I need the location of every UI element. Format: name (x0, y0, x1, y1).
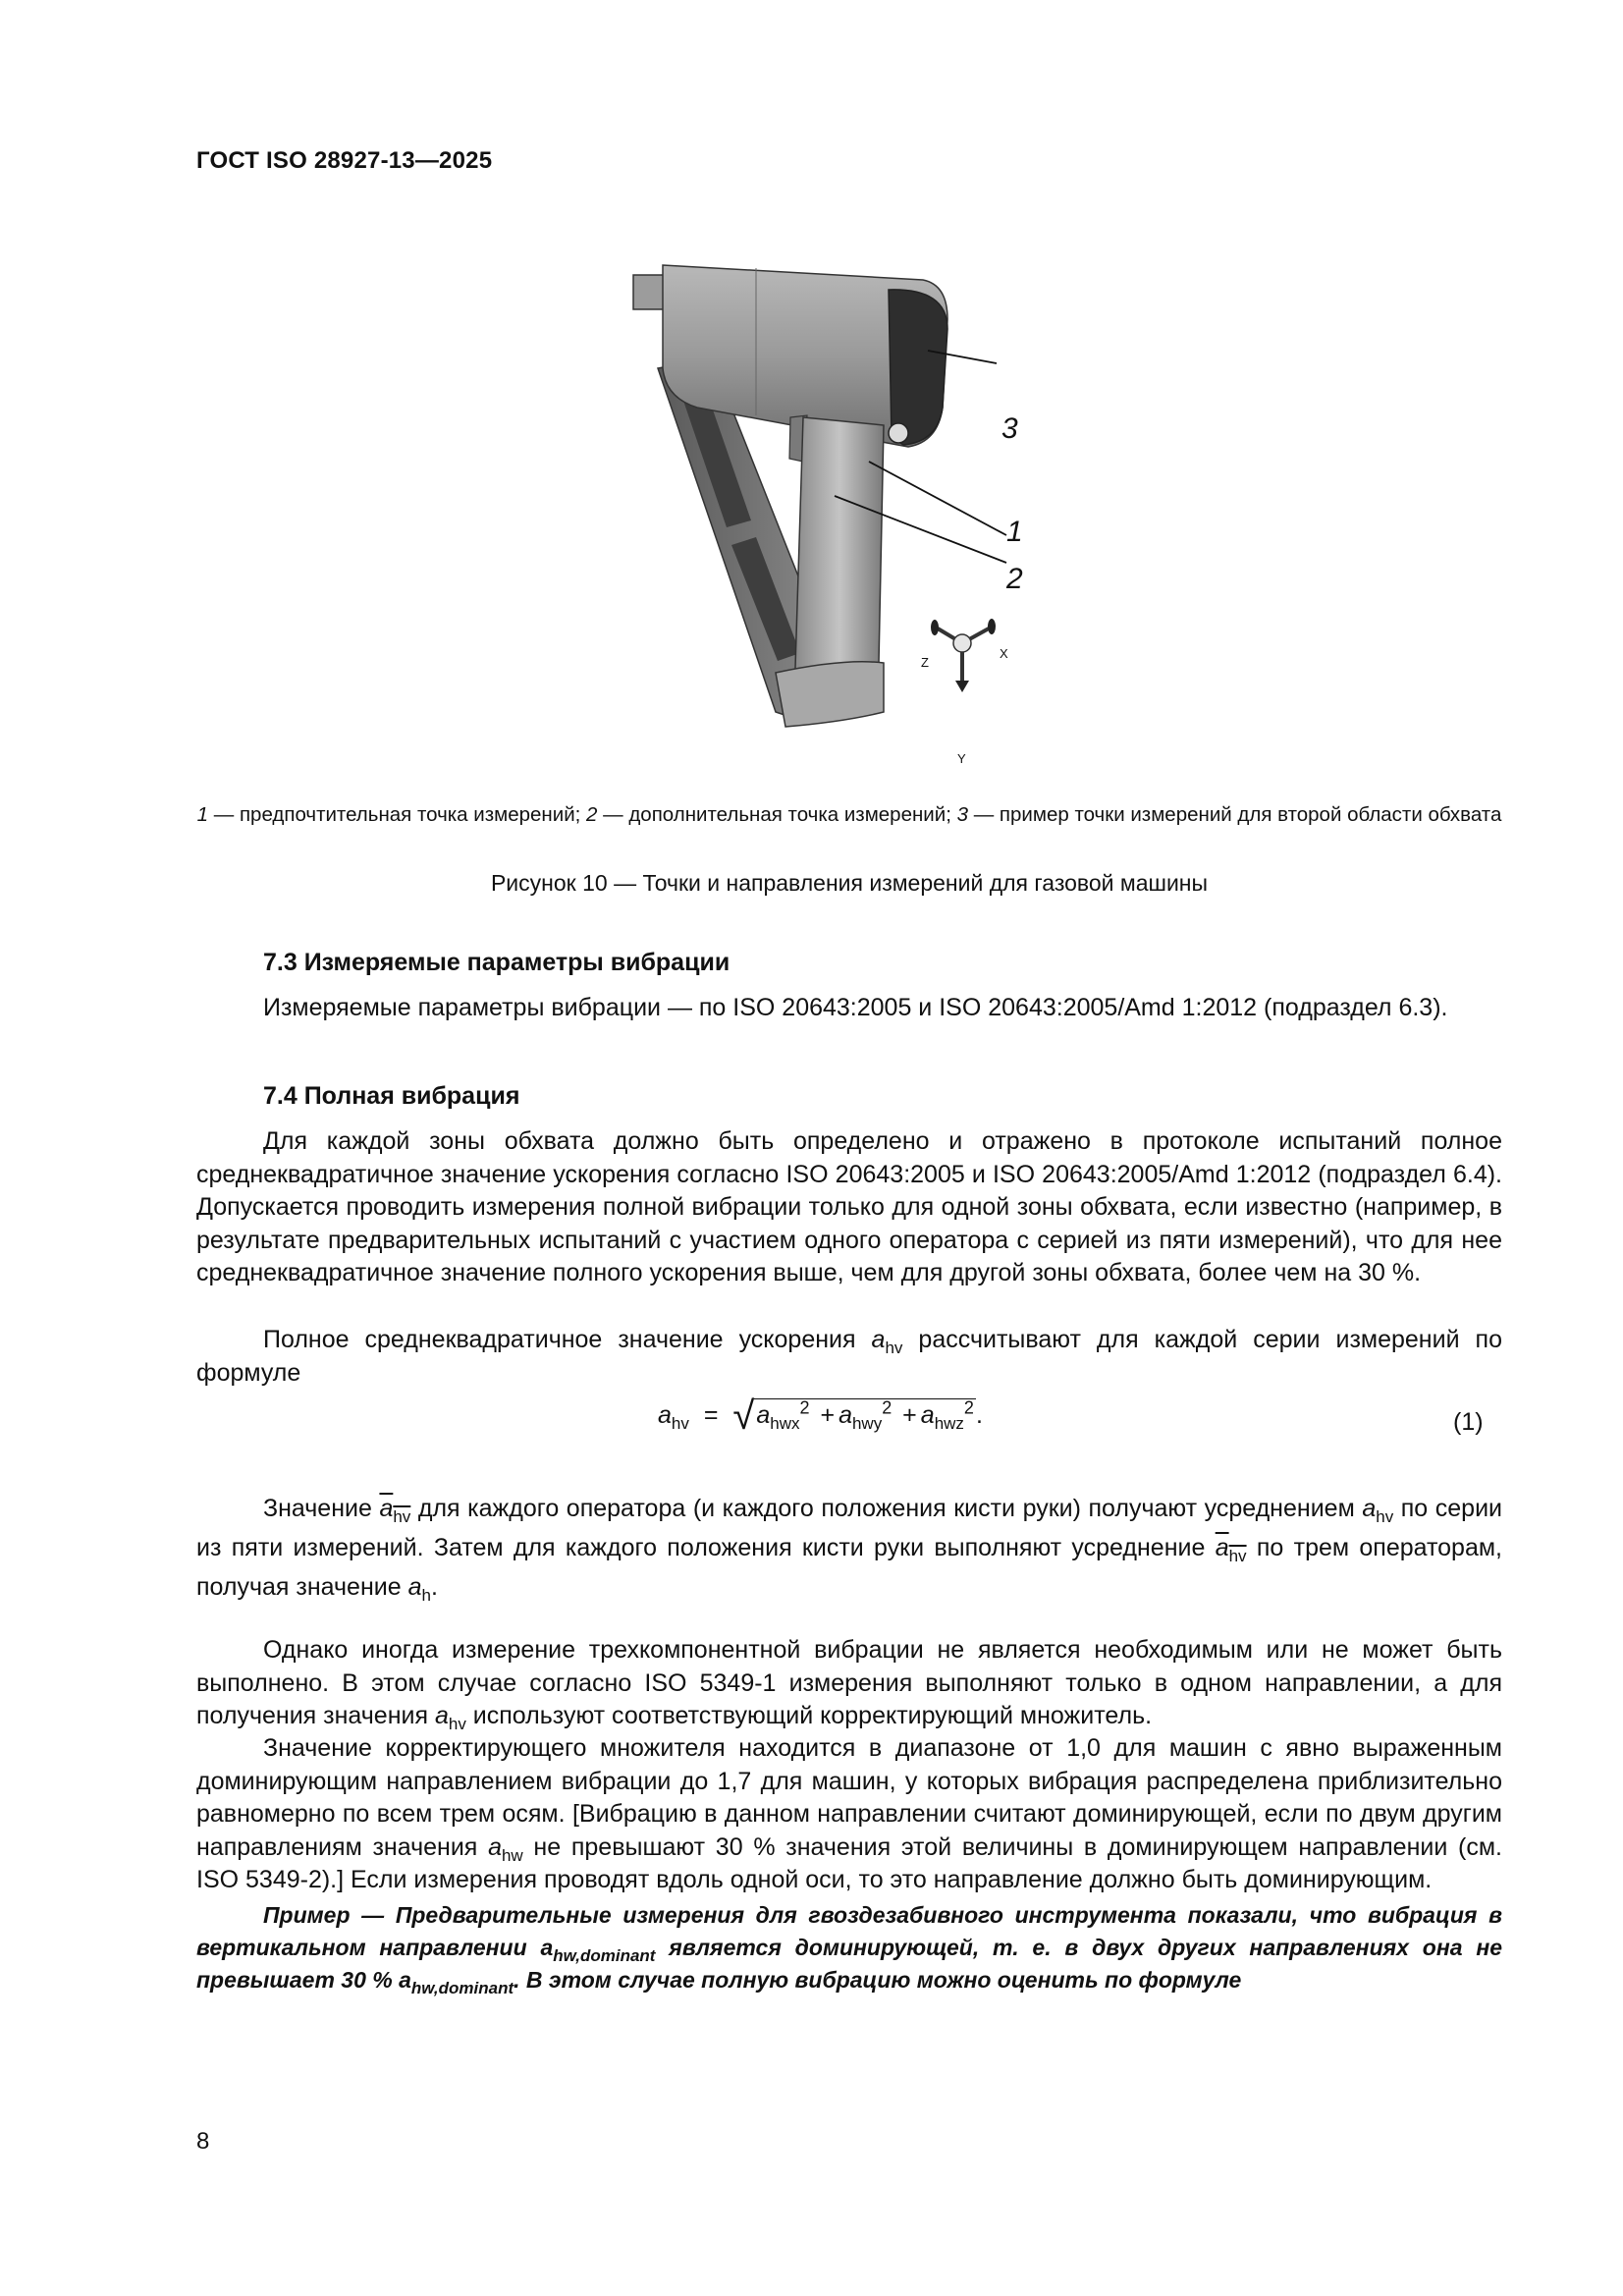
subscript-hw-dominant: hw,dominant (410, 1979, 514, 1997)
section-7-4-paragraph-4 (196, 1634, 1502, 1733)
formula-period: . (975, 1401, 983, 1429)
subscript-hwy: hwy (851, 1414, 883, 1433)
section-7-4-paragraph-2 (196, 1324, 1502, 1390)
exponent: 2 (882, 1397, 893, 1418)
figure-legend (196, 800, 1502, 829)
document-header: ГОСТ ISO 28927-13—2025 (196, 147, 493, 174)
mean-a-hv (379, 1495, 411, 1526)
section-7-4-paragraph-3 (196, 1489, 1502, 1607)
subscript-hv: hv (393, 1507, 411, 1526)
symbol-a: a (1362, 1495, 1377, 1522)
callout-3: 3 (1001, 412, 1018, 445)
paragraph-text: Для каждой зоны обхвата должно быть определено и отражено в протоколе испытаний полное среднеквадратичное значение ускорения согласно ISO 20643:2005 и ISO 20643:2005/Amd 1:2012 (подраздел 6.4). Допускается проводить измерения полной вибрации только для одной зоны обхвата, если известно (например, в результате предварительных испытаний с участием одного оператора с серией из пяти измерений), что для нее среднеквадратичное значение полного ускорения выше, чем для другой зоны обхвата, более чем на 30 %. (196, 1127, 1502, 1286)
subscript-hv: hv (885, 1339, 903, 1357)
paragraph-text: рассчитывают для каждой серии измерений по формуле (196, 1326, 1502, 1387)
axis-label-z: Z (921, 655, 929, 670)
subscript-hv: hv (1376, 1507, 1394, 1526)
mean-a-hv (1215, 1534, 1247, 1565)
paragraph-text: по трем операторам, получая значение (196, 1534, 1502, 1601)
symbol-a: a (399, 1967, 411, 1993)
symbol-a: a (434, 1702, 449, 1729)
section-7-4-heading: 7.4 Полная вибрация (263, 1082, 520, 1110)
legend-text-3: — пример точки измерений для второй области обхвата (968, 803, 1502, 826)
plus-sign: + (902, 1401, 917, 1429)
legend-number-3: 3 (956, 803, 969, 826)
axis-label-x: X (1000, 646, 1008, 661)
example-text: Пример — Предварительные измерения для гвоздезабивного инструмента показали, что вибрация в вертикальном направлении (196, 1902, 1502, 1960)
paragraph-text: Значение (263, 1495, 380, 1522)
symbol-a: a (540, 1935, 554, 1960)
symbol-a: a (488, 1832, 502, 1861)
subscript-hw-dominant: hw,dominant (553, 1946, 656, 1965)
paragraph-text: Однако иногда измерение трехкомпонентной вибрации не является необходимым или не может быть выполнено. В этом случае согласно ISO 5349-1 измерения выполняют только в одном направлении, а для получения значения (196, 1636, 1502, 1729)
symbol-a: a (407, 1573, 422, 1601)
figure-10 (550, 250, 1159, 781)
gas-tool-illustration (550, 250, 1159, 781)
paragraph-text: для каждого оператора (и каждого положения кисти руки) получают усреднением (410, 1495, 1363, 1522)
section-7-3-heading: 7.3 Измеряемые параметры вибрации (263, 949, 730, 976)
figure-title: Рисунок 10 — Точки и направления измерений для газовой машины (490, 870, 1209, 896)
paragraph-text: Измеряемые параметры вибрации — по ISO 20643:2005 и ISO 20643:2005/Amd 1:2012 (подраздел 6.3). (263, 994, 1448, 1021)
section-7-3-paragraph (196, 992, 1502, 1025)
equals-sign: = (703, 1401, 719, 1429)
example-text: . В этом случае полную вибрацию можно оценить по формуле (514, 1967, 1242, 1993)
example-note (196, 1899, 1502, 1996)
subscript-hv: hv (671, 1414, 689, 1433)
paragraph-text: используют соответствующий корректирующий множитель. (465, 1702, 1153, 1729)
subscript-h: h (421, 1586, 431, 1605)
paragraph-text: Полное среднеквадратичное значение ускорения (263, 1326, 872, 1353)
symbol-a: a (1215, 1534, 1229, 1561)
radicand (754, 1397, 976, 1433)
axis-triad (931, 619, 996, 692)
legend-number-1: 1 (196, 803, 209, 826)
symbol-a: a (871, 1326, 886, 1353)
section-7-4-paragraph-1 (196, 1125, 1502, 1290)
example-text: является доминирующей, т. е. в двух других направлениях она не превышает 30 % (196, 1935, 1503, 1993)
paragraph-text: . (430, 1573, 438, 1601)
section-7-4-paragraph-5 (196, 1732, 1502, 1897)
sqrt-icon: √ (732, 1394, 755, 1438)
paragraph-text: Значение корректирующего множителя находится в диапазоне от 1,0 для машин с явно выраженным доминирующим направлением вибрации до 1,7 для машин, у которых вибрация распределена приблизительно равномерно по всем трем осям. [Вибрацию в данном направлении считают доминирующей, если по двум другим направлениям значения (196, 1734, 1502, 1861)
exponent: 2 (963, 1397, 974, 1418)
symbol-a: a (379, 1495, 394, 1522)
equation-number: (1) (1453, 1408, 1484, 1436)
legend-text-1: — предпочтительная точка измерений; (208, 803, 587, 826)
legend-number-2: 2 (586, 803, 598, 826)
subscript-hwz: hwz (934, 1414, 964, 1433)
subscript-hv: hv (448, 1715, 466, 1733)
symbol-a: a (756, 1401, 771, 1429)
symbol-a: a (920, 1401, 935, 1429)
plus-sign: + (820, 1401, 836, 1429)
symbol-a: a (658, 1401, 672, 1429)
exponent: 2 (799, 1397, 810, 1418)
callout-1: 1 (1006, 516, 1023, 548)
subscript-hw: hw (501, 1845, 523, 1865)
formula-1 (658, 1394, 983, 1453)
subscript-hv: hv (1228, 1547, 1247, 1565)
symbol-a: a (839, 1401, 852, 1429)
legend-text-2: — дополнительная точка измерений; (597, 803, 957, 826)
callout-2: 2 (1006, 563, 1023, 595)
paragraph-text: не превышают 30 % значения этой величины в доминирующем направлении (см. ISO 5349-2).] Если измерения проводят вдоль одной оси, то это направление должно быть доминирующим. (196, 1832, 1502, 1893)
subscript-hwx: hwx (770, 1414, 800, 1433)
axis-label-y: Y (957, 751, 966, 766)
page-number: 8 (196, 2128, 210, 2155)
paragraph-text: по серии из пяти измерений. Затем для каждого положения кисти руки выполняют усреднение (196, 1495, 1503, 1561)
